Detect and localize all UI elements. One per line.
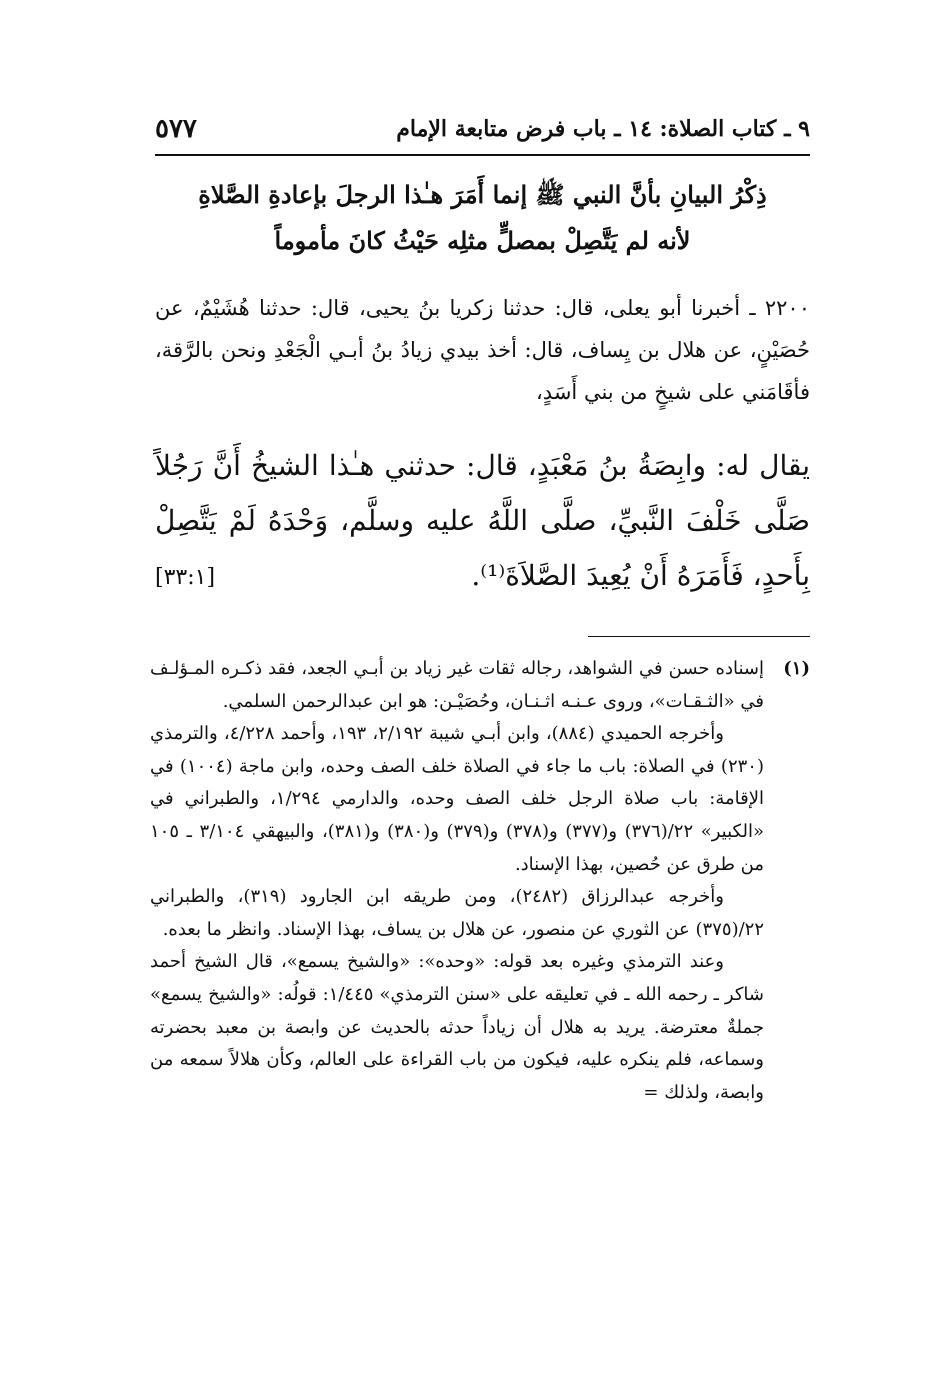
page-number: ٥٧٧ [155,114,197,144]
section-heading-line-2: لأنه لم يَتَّصِلْ بمصلٍّ مثلِه حَيْثُ كانَ مأموماً [274,226,691,255]
footnote-paragraph-2: وأخرجه الحميدي (٨٨٤)، وابن أبـي شيبة ٢/١٩٢، ١٩٣، وأحمد ٤/٢٢٨، والترمذي (٢٣٠) في الصلاة: باب ما جاء في الصلاة خلف الصف وحده، وابن ماجة (١٠٠٤) في الإقامة: باب صلاة الرجل خلف الصف وحده، والدارمي ١/٢٩٤، والطبراني في «الكبير» ٢٢/(٣٧٦) و(٣٧٧) و(٣٧٨) و(٣٧٩) و(٣٨٠) و(٣٨١)، والبيهقي ٣/١٠٤ ـ ١٠٥ من طرق عن حُصين، بهذا الإسناد. [150,723,765,875]
section-heading [170,172,795,264]
hadith-matn [155,438,810,605]
footnote-divider [588,636,810,637]
footnote-paragraph-1 [150,653,810,718]
header-divider [155,154,810,156]
section-heading-line-1: ذِكْرُ البيانِ بأنَّ النبي ﷺ إنما أَمَرَ هـٰذا الرجلَ بإعادةِ الصَّلاةِ [198,180,767,209]
footnote-paragraph-4: وعند الترمذي وغيره بعد قوله: «وحده»: «والشيخ يسمع»، قال الشيخ أحمد شاكر ـ رحمه الله ـ في تعليقه على «سنن الترمذي» ١/٤٤٥: قولُه: «والشيخ يسمع» جملةٌ معترضة. يريد به هلال أن زياداً حدثه بالحديث عن وابصة بن معبد بحضرته وسماعه، فلم ينكره عليه، فيكون من باب القراءة على العالم، وكأن هلالاً سمعه من وابصة، ولذلك = [150,951,764,1103]
footnote-text-1: إسناده حسن في الشواهد، رجاله ثقات غير زياد بن أبـي الجعد، فقد ذكـره المـؤلـف في «الثـقـات»، وروى عـنـه اثـنـان، وحُصَيْـن: هو ابن عبدالرحمن السلمي. [150,658,764,712]
page-header [155,110,810,154]
hadith-matn-text: يقال له: وابِصَةُ بنُ مَعْبَدٍ، قال: حدثني هـٰذا الشيخُ أَنَّ رَجُلاً صَلَّى خَلْفَ النَّبيِّ، صلَّى اللَّهُ عليه وسلَّم، وَحْدَهُ لَمْ يَتَّصِلْ بِأَحدٍ، فَأَمَرَهُ أَنْ يُعِيدَ الصَّلاَةَ⁽¹⁾. [155,449,810,592]
footnote-paragraph-3: وأخرجه عبدالرزاق (٢٤٨٢)، ومن طريقه ابن الجارود (٣١٩)، والطبراني ٢٢/(٣٧٥) عن الثوري عن منصور، عن هلال بن يساف، بهذا الإسناد. وانظر ما بعده. [150,886,764,940]
hadith-reference: [٣٣:١] [155,565,216,590]
running-title: ٩ ـ كتاب الصلاة: ١٤ ـ باب فرض متابعة الإمام [396,116,810,142]
hadith-isnad: ٢٢٠٠ ـ أخبرنا أبو يعلى، قال: حدثنا زكريا بنُ يحيى، قال: حدثنا هُشَيْمٌ، عن حُصَيْنٍ، عن هلال بن يِساف، قال: أخذ بيدي زيادُ بنُ أبـي الْجَعْدِ ونحن بالرَّقة، فأقَامَني على شيخٍ من بني أَسَدٍ، [155,296,810,404]
footnote-marker: (١) [783,658,810,679]
footnotes [150,653,810,1109]
